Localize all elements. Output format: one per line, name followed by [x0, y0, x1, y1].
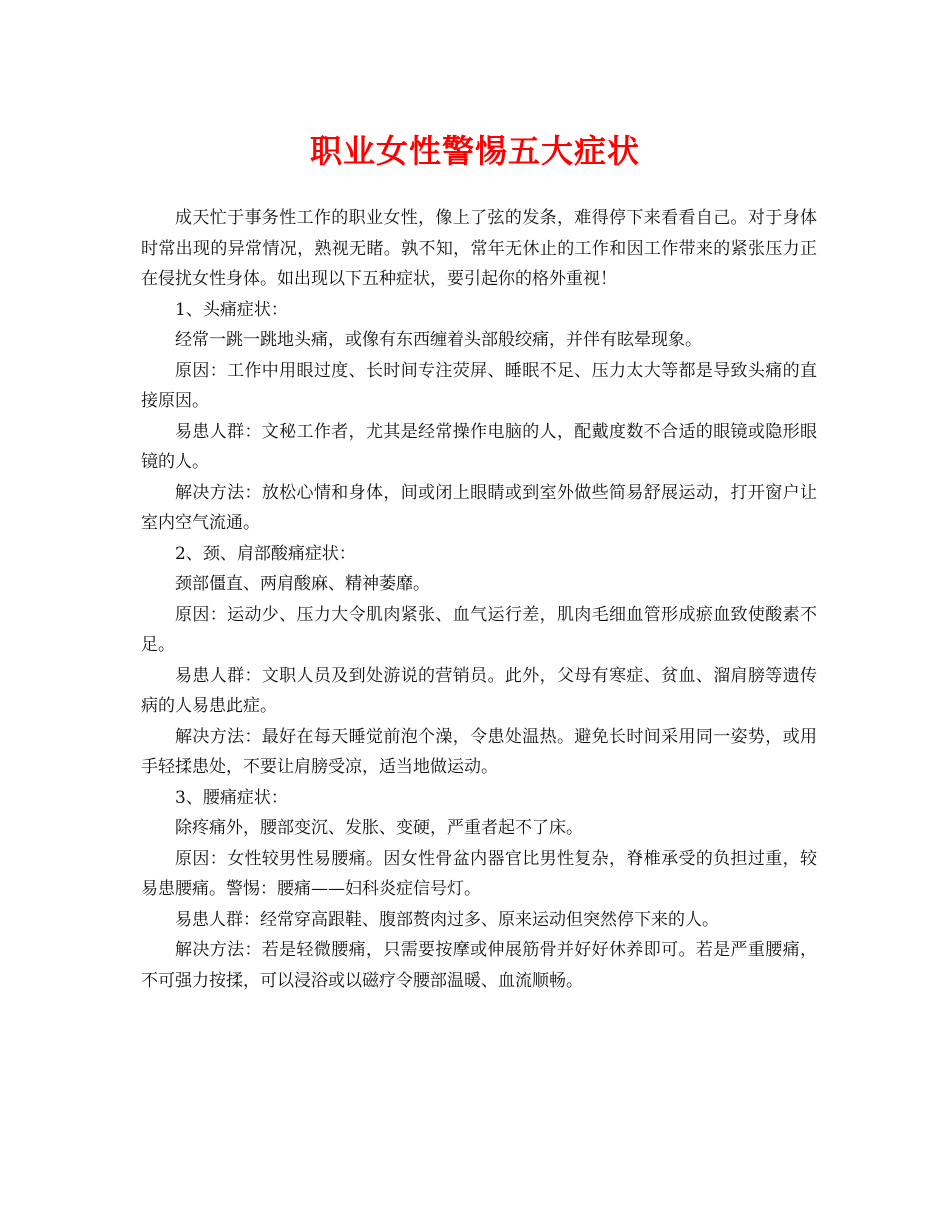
paragraph-neck-symptom: 颈部僵直、两肩酸麻、精神萎靡。 [175, 574, 430, 594]
paragraph-headache-symptom: 经常一跳一跳地头痛，或像有东西缠着头部般绞痛，并伴有眩晕现象。 [175, 330, 702, 350]
paragraph-back-cause: 原因：女性较男性易腰痛。因女性骨盆内器官比男性复杂，脊椎承受的负担过重，较易患腰痛。警惕：腰痛——妇科炎症信号灯。 [141, 848, 817, 899]
section-heading-back-pain: 3、腰痛症状： [175, 787, 288, 808]
section-heading-headache: 1、头痛症状： [175, 299, 288, 320]
paragraph-neck-solution: 解决方法：最好在每天睡觉前泡个澡，令患处温热。避免长时间采用同一姿势，或用手轻揉患处，不要让肩膀受凉，适当地做运动。 [141, 726, 817, 777]
document-title: 职业女性警惕五大症状 [309, 132, 640, 170]
paragraph-back-symptom: 除疼痛外，腰部变沉、发胀、变硬，严重者起不了床。 [175, 818, 583, 838]
paragraph-headache-risk-group: 易患人群：文秘工作者，尤其是经常操作电脑的人，配戴度数不合适的眼镜或隐形眼镜的人。 [141, 421, 817, 472]
section-heading-neck-shoulder: 2、颈、肩部酸痛症状： [175, 543, 356, 564]
paragraph-back-risk-group: 易患人群：经常穿高跟鞋、腹部赘肉过多、原来运动但突然停下来的人。 [175, 909, 719, 930]
paragraph-back-solution: 解决方法：若是轻微腰痛，只需要按摩或伸展筋骨并好好休养即可。若是严重腰痛，不可强力按揉，可以浸浴或以磁疗令腰部温暖、血流顺畅。 [141, 940, 817, 991]
paragraph-neck-cause: 原因：运动少、压力大令肌肉紧张、血气运行差，肌肉毛细血管形成瘀血致使酸素不足。 [141, 604, 817, 655]
paragraph-intro: 成天忙于事务性工作的职业女性，像上了弦的发条，难得停下来看看自己。对于身体时常出现的异常情况，熟视无睹。孰不知，常年无休止的工作和因工作带来的紧张压力正在侵扰女性身体。如出现以下五种症状，要引起你的格外重视！ [141, 208, 817, 289]
paragraph-headache-cause: 原因：工作中用眼过度、长时间专注荧屏、睡眠不足、压力太大等都是导致头痛的直接原因。 [141, 360, 817, 411]
paragraph-headache-solution: 解决方法：放松心情和身体，间或闭上眼睛或到室外做些简易舒展运动，打开窗户让室内空气流通。 [141, 482, 817, 533]
document-body [141, 203, 817, 996]
paragraph-neck-risk-group: 易患人群：文职人员及到处游说的营销员。此外，父母有寒症、贫血、溜肩膀等遗传病的人易患此症。 [141, 665, 817, 716]
